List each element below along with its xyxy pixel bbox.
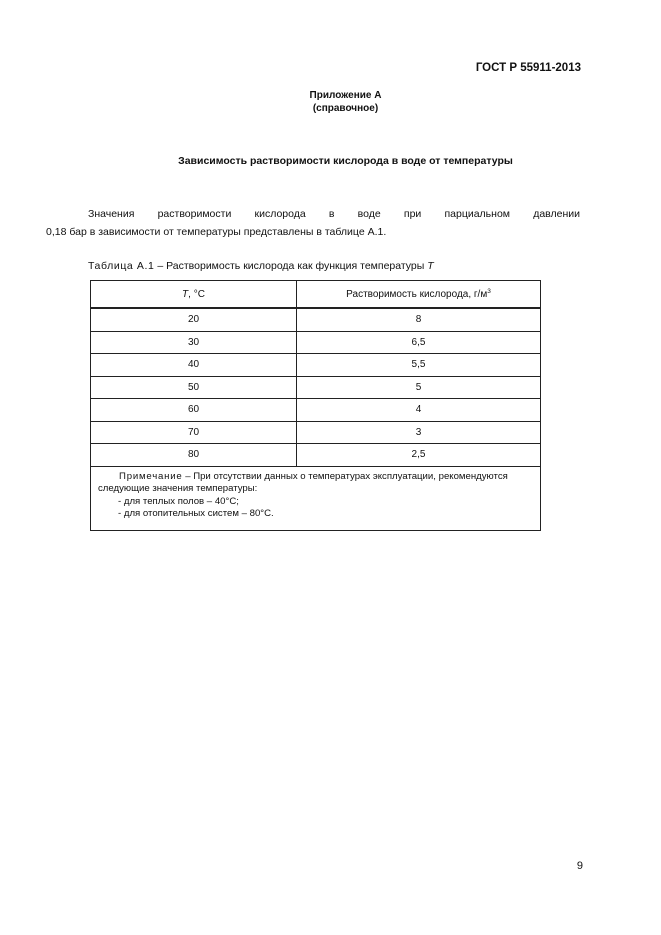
- section-heading: [0, 155, 661, 167]
- cell-solubility: 6,5: [297, 331, 541, 354]
- header-solubility-sup: 3: [487, 288, 491, 295]
- note-text-1: – При отсутствии данных о температурах эксплуатации, рекомендуются: [182, 470, 508, 482]
- table-caption-label: Таблица А.1: [88, 260, 155, 272]
- table-row: [91, 421, 541, 444]
- cell-temperature: 40: [91, 354, 297, 377]
- solubility-table: [90, 280, 541, 531]
- table-row: [91, 331, 541, 354]
- cell-temperature: 50: [91, 376, 297, 399]
- table-row: [91, 354, 541, 377]
- annex-title: Приложение А: [309, 90, 382, 101]
- header-solubility: [297, 281, 541, 309]
- table-row: [91, 308, 541, 331]
- note-item-2: - для отопительных систем – 80°C.: [118, 508, 274, 519]
- note-text-2: следующие значения температуры:: [98, 483, 258, 494]
- header-temperature-unit: , °C: [188, 288, 205, 300]
- cell-solubility: 5,5: [297, 354, 541, 377]
- table-row: [91, 376, 541, 399]
- section-heading-text: Зависимость растворимости кислорода в воде от температуры: [178, 155, 513, 167]
- header-temperature: [91, 281, 297, 309]
- cell-solubility: 8: [297, 308, 541, 331]
- header-temperature-var: T: [182, 288, 189, 300]
- table-row: [91, 399, 541, 422]
- note-label: Примечание: [119, 470, 183, 482]
- cell-solubility: 3: [297, 421, 541, 444]
- table-note-row: [91, 466, 541, 530]
- annex-subtitle: (справочное): [312, 103, 379, 114]
- cell-temperature: 70: [91, 421, 297, 444]
- table-caption-variable: T: [427, 260, 434, 272]
- table-row: [91, 444, 541, 467]
- cell-solubility: 5: [297, 376, 541, 399]
- table-note: [91, 466, 541, 530]
- paragraph-line-1: Значения растворимости кислорода в воде при парциальном давлении: [88, 208, 580, 220]
- header-solubility-text: Растворимость кислорода, г/м: [346, 289, 488, 300]
- cell-solubility: 4: [297, 399, 541, 422]
- cell-solubility: 2,5: [297, 444, 541, 467]
- paragraph-line-2: 0,18 бар в зависимости от температуры представлены в таблице А.1.: [46, 226, 387, 238]
- cell-temperature: 30: [91, 331, 297, 354]
- cell-temperature: 20: [91, 308, 297, 331]
- table-header-row: [91, 281, 541, 309]
- cell-temperature: 80: [91, 444, 297, 467]
- document-code: ГОСТ Р 55911-2013: [475, 62, 581, 74]
- body-paragraph: [46, 205, 580, 241]
- note-item-1: - для теплых полов – 40°C;: [118, 495, 239, 507]
- table-caption-text: – Растворимость кислорода как функция температуры: [154, 260, 428, 272]
- page-number: 9: [576, 860, 583, 872]
- table-caption: [88, 260, 434, 272]
- annex-heading: [0, 89, 661, 115]
- cell-temperature: 60: [91, 399, 297, 422]
- note-line-1: [98, 471, 534, 484]
